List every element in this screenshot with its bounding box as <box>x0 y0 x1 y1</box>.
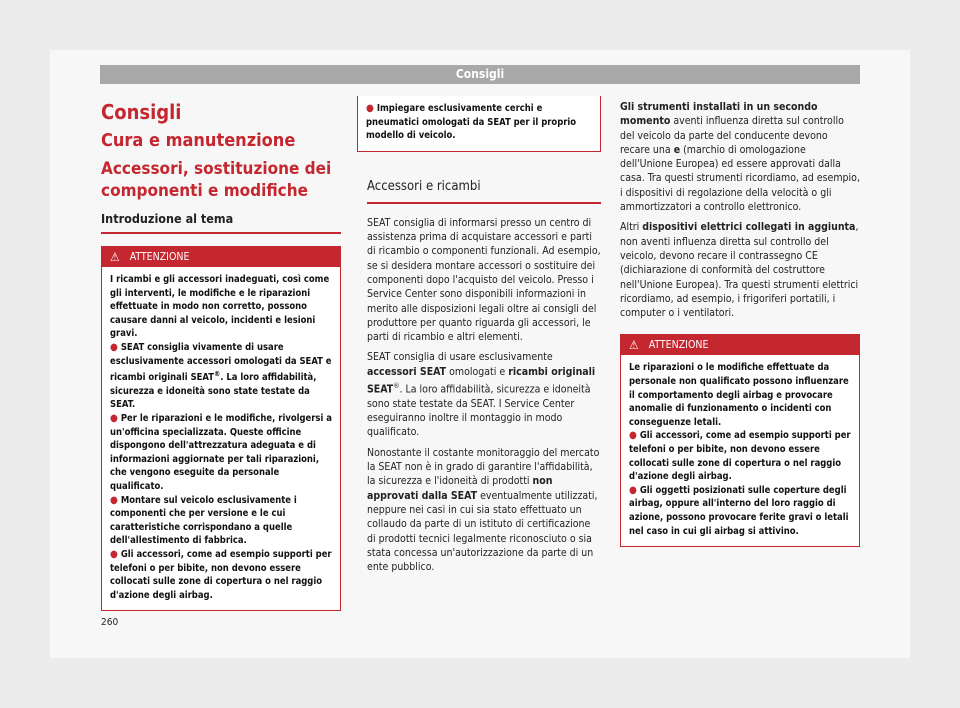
paragraph: Altri dispositivi elettrici collegati in aggiunta, non aventi influenza diretta sul controllo del veicolo, devono recare il contrassegno CE (dichiarazione di conformità del costruttore nell'Unione Europea). Tra questi strumenti elettrici ricordiamo, ad esempio, i frigoriferi portatili, i computer o i ventilatori. <box>620 221 859 320</box>
subsection-title: Accessori, sostituzione dei componenti e modifiche <box>101 159 332 201</box>
chapter-title: Consigli <box>101 100 182 124</box>
section-title: Cura e manutenzione <box>101 130 296 151</box>
bullet-icon: ● <box>110 549 118 560</box>
body-text <box>620 100 860 320</box>
bullet-icon: ● <box>110 413 118 425</box>
column-left <box>101 96 341 611</box>
warning-header <box>102 247 340 267</box>
column-middle <box>357 96 601 580</box>
warning-intro: I ricambi e gli accessori inadeguati, così come gli interventi, le modifiche e le riparazioni effettuate in modo non corretto, possono causare danni al veicolo, incidenti e lesioni gravi. <box>110 274 330 340</box>
warning-bullet: ● Gli oggetti posizionati sulle coperture degli airbag, oppure all'interno del loro raggio di azione, possono provocare ferite gravi o letali nel caso in cui gli airbag si attivino. <box>629 484 849 537</box>
paragraph: SEAT consiglia di usare esclusivamente accessori SEAT omologati e ricambi originali SEAT®. La loro affidabilità, sicurezza e idoneità sono state testate da SEAT. I Service Center eseguiranno inoltre il montaggio in modo qualificato. <box>367 351 596 439</box>
paragraph: Gli strumenti installati in un secondo momento aventi influenza diretta sul controllo del veicolo da parte del conducente devono recare una e (marchio di omologazione dell'Unione Europea) ed essere approvati dalla casa. Tra questi strumenti ricordiamo, ad esempio, i dispositivi di regolazione della velocità o gli ammortizzatori a controllo elettronico. <box>620 101 860 214</box>
chapter-header-bar: Consigli <box>100 65 860 84</box>
warning-bullet: ● Montare sul veicolo esclusivamente i componenti che per versione e le cui caratteristiche corrispondano a quelle dell'allestimento di fabbrica. <box>110 494 297 547</box>
warning-body <box>358 96 600 151</box>
paragraph: Nonostante il costante monitoraggio del mercato la SEAT non è in grado di garantire l'affidabilità, la sicurezza e l'idoneità di prodotti non approvati dalla SEAT eventualmente utilizzati, neppure nei casi in cui sia stato effettuato un collaudo da parte di un istituto di certificazione di prodotti tecnici legalmente riconosciuto o sia stata concessa un'autorizzazione da parte di un ente pubblico. <box>367 446 600 574</box>
warning-body <box>621 355 859 546</box>
bullet-icon: ● <box>110 494 118 506</box>
column-right <box>620 100 860 547</box>
warning-bullet: ● SEAT consiglia vivamente di usare esclusivamente accessori omologati da SEAT e ricambi originali SEAT®. La loro affidabilità, sicurezza e idoneità sono state testate da SEAT. <box>110 341 332 411</box>
warning-box-continued <box>357 96 601 152</box>
topic-heading: Introduzione al tema <box>101 210 341 234</box>
warning-triangle-icon: ⚠ <box>110 250 120 264</box>
warning-box <box>620 334 860 547</box>
paragraph: SEAT consiglia di informarsi presso un centro di assistenza prima di acquistare accessori e parti di ricambio o componenti funzionali. Ad esempio, se si desidera montare accessori o sostituire dei componenti dopo l'acquisto del veicolo. Presso i Service Center sono disponibili informazioni in merito alle disposizioni legali oltre ai consigli del produttore per quanto riguarda gli accessori, le parti di ricambio e altri elementi. <box>367 216 601 344</box>
section-heading: Accessori e ricambi <box>367 178 601 204</box>
warning-triangle-icon: ⚠ <box>629 338 639 353</box>
warning-label: ATTENZIONE <box>129 251 190 263</box>
bullet-icon: ● <box>110 341 118 353</box>
warning-intro: Le riparazioni o le modifiche effettuate da personale non qualificato possono influenzare il comportamento degli airbag e provocare anomalie di funzionamento o incidenti con conseguenze letali. <box>629 362 849 428</box>
warning-box <box>101 246 341 611</box>
body-text <box>357 216 601 575</box>
bullet-icon: ● <box>629 484 637 496</box>
warning-header <box>621 335 859 355</box>
warning-bullet: ● Per le riparazioni e le modifiche, rivolgersi a un'officina specializzata. Queste officine dispongono dell'attrezzatura adeguata e di informazioni aggiornate per tali riparazioni, che vengono eseguite da personale qualificato. <box>110 413 332 493</box>
page-number: 260 <box>101 617 119 628</box>
eu-mark: e <box>673 143 681 156</box>
warning-body <box>102 267 340 610</box>
bullet-icon: ● <box>629 430 637 442</box>
warning-bullet: ● Gli accessori, come ad esempio supporti per telefoni o per bibite, non devono essere collocati sulle zone di copertura o nel raggio d'azione degli airbag. <box>629 430 851 483</box>
ce-mark: CE <box>805 249 818 262</box>
bullet-icon: ● <box>366 103 374 114</box>
warning-label: ATTENZIONE <box>648 339 709 352</box>
warning-bullet: ● Gli accessori, come ad esempio supporti per telefoni o per bibite, non devono essere collocati sulle zone di copertura o nel raggio d'azione degli airbag. <box>110 549 332 601</box>
warning-bullet: ● Impiegare esclusivamente cerchi e pneumatici omologati da SEAT per il proprio modello di veicolo. <box>366 103 577 142</box>
